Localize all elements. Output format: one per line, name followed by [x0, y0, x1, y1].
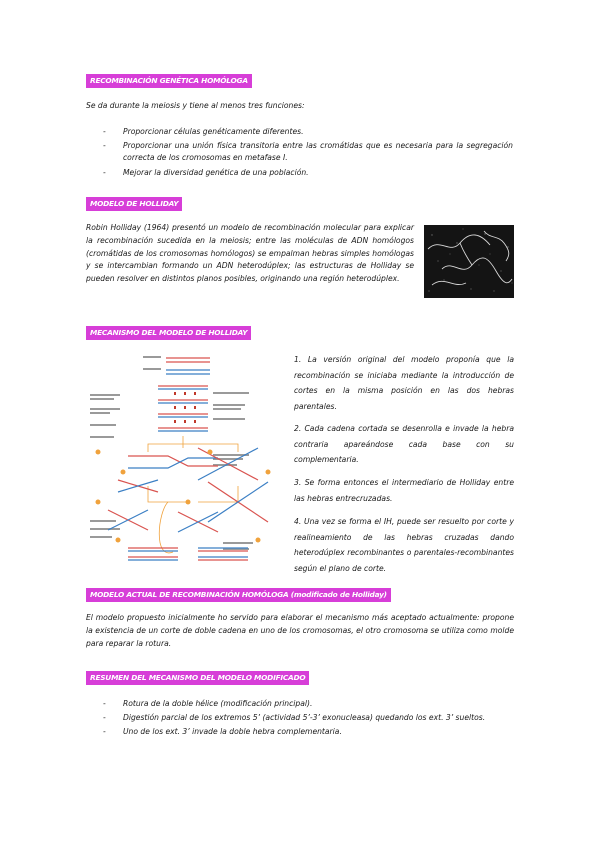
holliday-model-diagram [88, 352, 283, 569]
intro-bullet-list [103, 126, 513, 181]
section-title-modelo-actual: MODELO ACTUAL DE RECOMBINACIÓN HOMÓLOGA (modificado de Holliday) [86, 588, 391, 602]
mechanism-step-3: 3. Se forma entonces el intermediario de Holliday entre las hebras entrecruzadas. [294, 478, 514, 503]
micrograph-image [424, 225, 514, 298]
section-title-mecanismo: MECANISMO DEL MODELO DE HOLLIDAY [86, 326, 251, 340]
intro-lead: Se da durante la meiosis y tiene al menos tres funciones: [86, 101, 305, 110]
mechanism-step-2: 2. Cada cadena cortada se desenrolla e invade la hebra contraria apareándose cada base con su complementaria. [294, 424, 514, 465]
section-title-resumen: RESUMEN DEL MECANISMO DEL MODELO MODIFICADO [86, 671, 309, 685]
resumen-bullet-list [103, 698, 513, 741]
list-item: - Uno de los ext. 3’ invade la doble hebra complementaria. [103, 726, 513, 738]
list-item: - Proporcionar células genéticamente diferentes. [103, 126, 513, 138]
mechanism-step-4: 4. Una vez se forma el IH, puede ser resuelto por corte y realineamiento de las hebras cruzadas dando heterodúplex recombinantes o parentales-recombinantes según el plano de corte. [294, 517, 514, 573]
holliday-paragraph: Robin Holliday (1964) presentó un modelo de recombinación molecular para explicar la recombinación sucedida en la meiosis; entre las moléculas de ADN homólogos (cromátidas de los cromosomas homólogos) se empalman hebras simples homólogas y se intercambian formando un ADN heterodúplex; las estructuras de Holliday se pueden resolver en distintos planos posibles, originando una región heterodúplex. [86, 223, 414, 284]
section-title-recombinacion: RECOMBINACIÓN GENÉTICA HOMÓLOGA [86, 74, 252, 88]
modelo-actual-paragraph: El modelo propuesto inicialmente ho servido para elaborar el mecanismo más aceptado actualmente: propone la existencia de un corte de doble cadena en uno de los cromosomas, el otro cromosoma se utiliza como molde para reparar la rotura. [86, 613, 514, 648]
list-item: - Digestión parcial de los extremos 5’ (actividad 5’-3’ exonucleasa) quedando los ext. 3’ sueltos. [103, 712, 513, 724]
list-item: - Rotura de la doble hélice (modificación principal). [103, 698, 513, 710]
mechanism-step-1: 1. La versión original del modelo proponía que la recombinación se iniciaba mediante la introducción de cortes en la misma posición en las dos hebras parentales. [294, 355, 514, 411]
list-item: - Proporcionar una unión física transitoria entre las cromátidas que es necesaria para la segregación correcta de los cromosomas en metafase I. [103, 140, 513, 164]
section-title-holliday: MODELO DE HOLLIDAY [86, 197, 182, 211]
list-item: - Mejorar la diversidad genética de una población. [103, 167, 513, 179]
